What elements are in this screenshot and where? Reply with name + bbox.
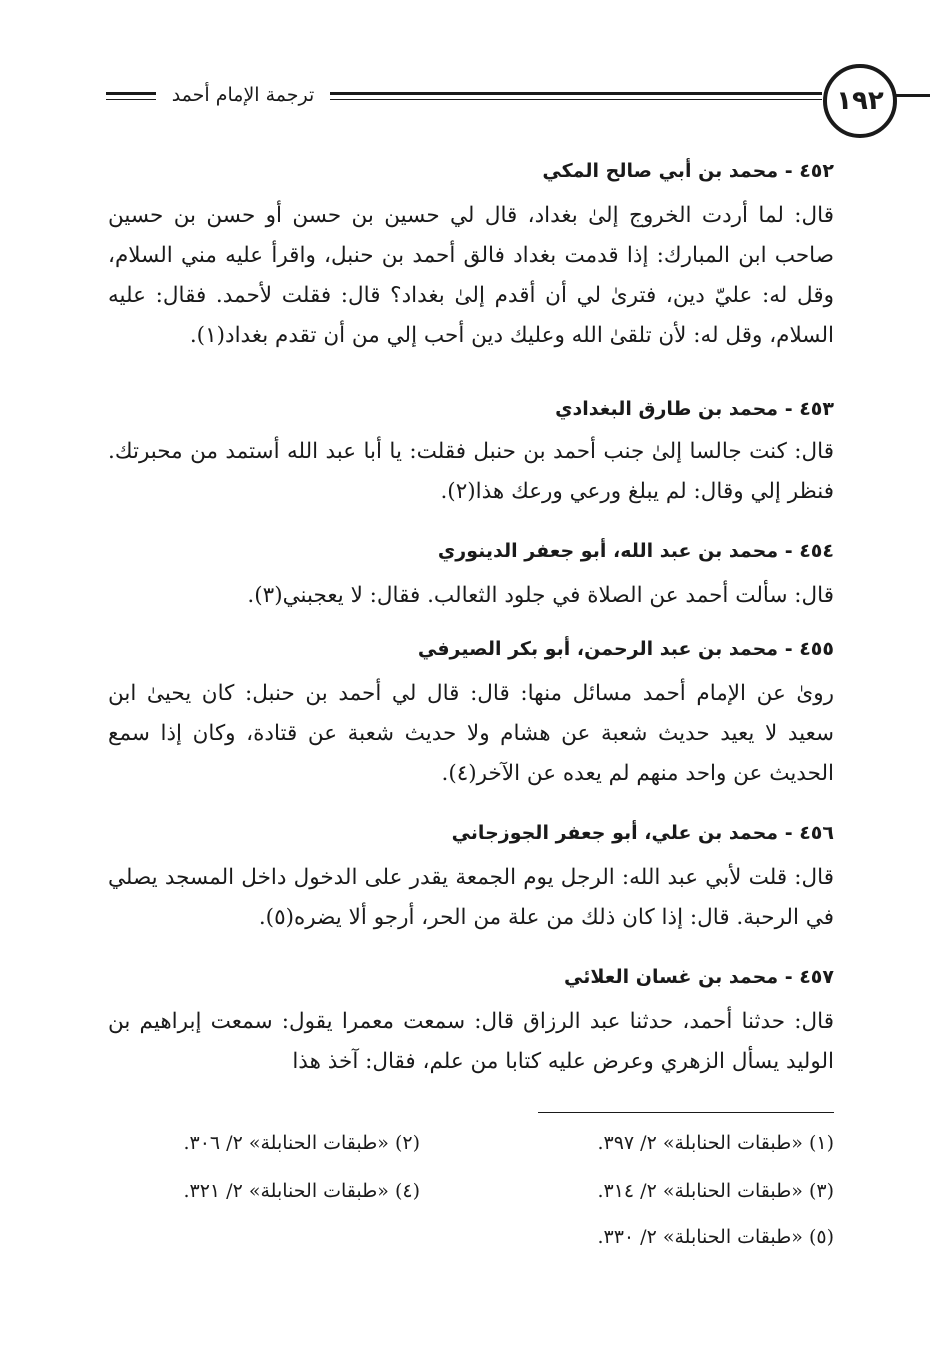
entry-title-457: ٤٥٧ - محمد بن غسان العلائي: [564, 966, 834, 988]
entry-title-455: ٤٥٥ - محمد بن عبد الرحمن، أبو بكر الصيرفي: [417, 638, 834, 660]
header-rule-left-top: [106, 92, 156, 95]
footnote-3: (٣) «طبقات الحنابلة» ٢/ ٣١٤.: [597, 1180, 834, 1202]
header-rule-middle-top: [330, 92, 822, 95]
header-rule-middle-bottom: [330, 99, 822, 100]
footnote-4: (٤) «طبقات الحنابلة» ٢/ ٣٢١.: [183, 1180, 420, 1202]
entry-title-452: ٤٥٢ - محمد بن أبي صالح المكي: [542, 160, 834, 182]
page-number: ١٩٢: [823, 64, 897, 138]
entry-title-454: ٤٥٤ - محمد بن عبد الله، أبو جعفر الدينوري: [437, 540, 834, 562]
entry-title-453: ٤٥٣ - محمد بن طارق البغدادي: [555, 398, 834, 420]
header-rule-right: [896, 94, 930, 97]
entry-text-457: قال: حدثنا أحمد، حدثنا عبد الرزاق قال: سمعت معمرا يقول: سمعت إبراهيم بن الوليد يسأل الزهري وعرض عليه كتابا من علم، فقال: آخذ هذا: [108, 1009, 834, 1074]
footnote-1: (١) «طبقات الحنابلة» ٢/ ٣٩٧.: [597, 1132, 834, 1154]
footnote-separator: [538, 1112, 834, 1113]
entry-title-456: ٤٥٦ - محمد بن علي، أبو جعفر الجوزجاني: [451, 822, 834, 844]
header-rule-left-bottom: [106, 99, 156, 100]
entry-text-456: قال: قلت لأبي عبد الله: الرجل يوم الجمعة يقدر على الدخول داخل المسجد يصلي في الرحبة. قال: إذا كان ذلك من علة من الحر، أرجو ألا يضره(٥).: [108, 865, 834, 930]
footnote-2: (٢) «طبقات الحنابلة» ٢/ ٣٠٦.: [183, 1132, 420, 1154]
entry-text-455: روىٰ عن الإمام أحمد مسائل منها: قال: قال لي أحمد بن حنبل: كان يحيىٰ ابن سعيد لا يعيد حديث شعبة عن هشام ولا حديث شعبة عن قتادة، وكان إذا سمع الحديث عن واحد منهم لم يعده عن الآخر(٤).: [108, 681, 834, 786]
footnote-5: (٥) «طبقات الحنابلة» ٢/ ٣٣٠.: [597, 1226, 834, 1248]
entry-text-453: قال: كنت جالسا إلىٰ جنب أحمد بن حنبل فقلت: يا أبا عبد الله أستمد من محبرتك. فنظر إلي وقال: لم يبلغ ورعي ورعك هذا(٢).: [108, 439, 834, 504]
page-header: [100, 62, 884, 134]
entry-text-454: قال: سألت أحمد عن الصلاة في جلود الثعالب. فقال: لا يعجبني(٣).: [247, 583, 834, 608]
entry-text-452: قال: لما أردت الخروج إلىٰ بغداد، قال لي حسين بن حسن أو حسن بن حسين صاحب ابن المبارك: إذا قدمت بغداد فالق أحمد بن حنبل، واقرأ عليه مني السلام، وقل له: عليّ دين، فترىٰ لي أن أقدم إلىٰ بغداد؟ قال: فقلت لأحمد. فقال: عليه السلام، وقل له: لأن تلقىٰ الله وعليك دين أحب إلي من أن تقدم بغداد(١).: [108, 203, 834, 348]
running-title: ترجمة الإمام أحمد: [171, 84, 315, 106]
